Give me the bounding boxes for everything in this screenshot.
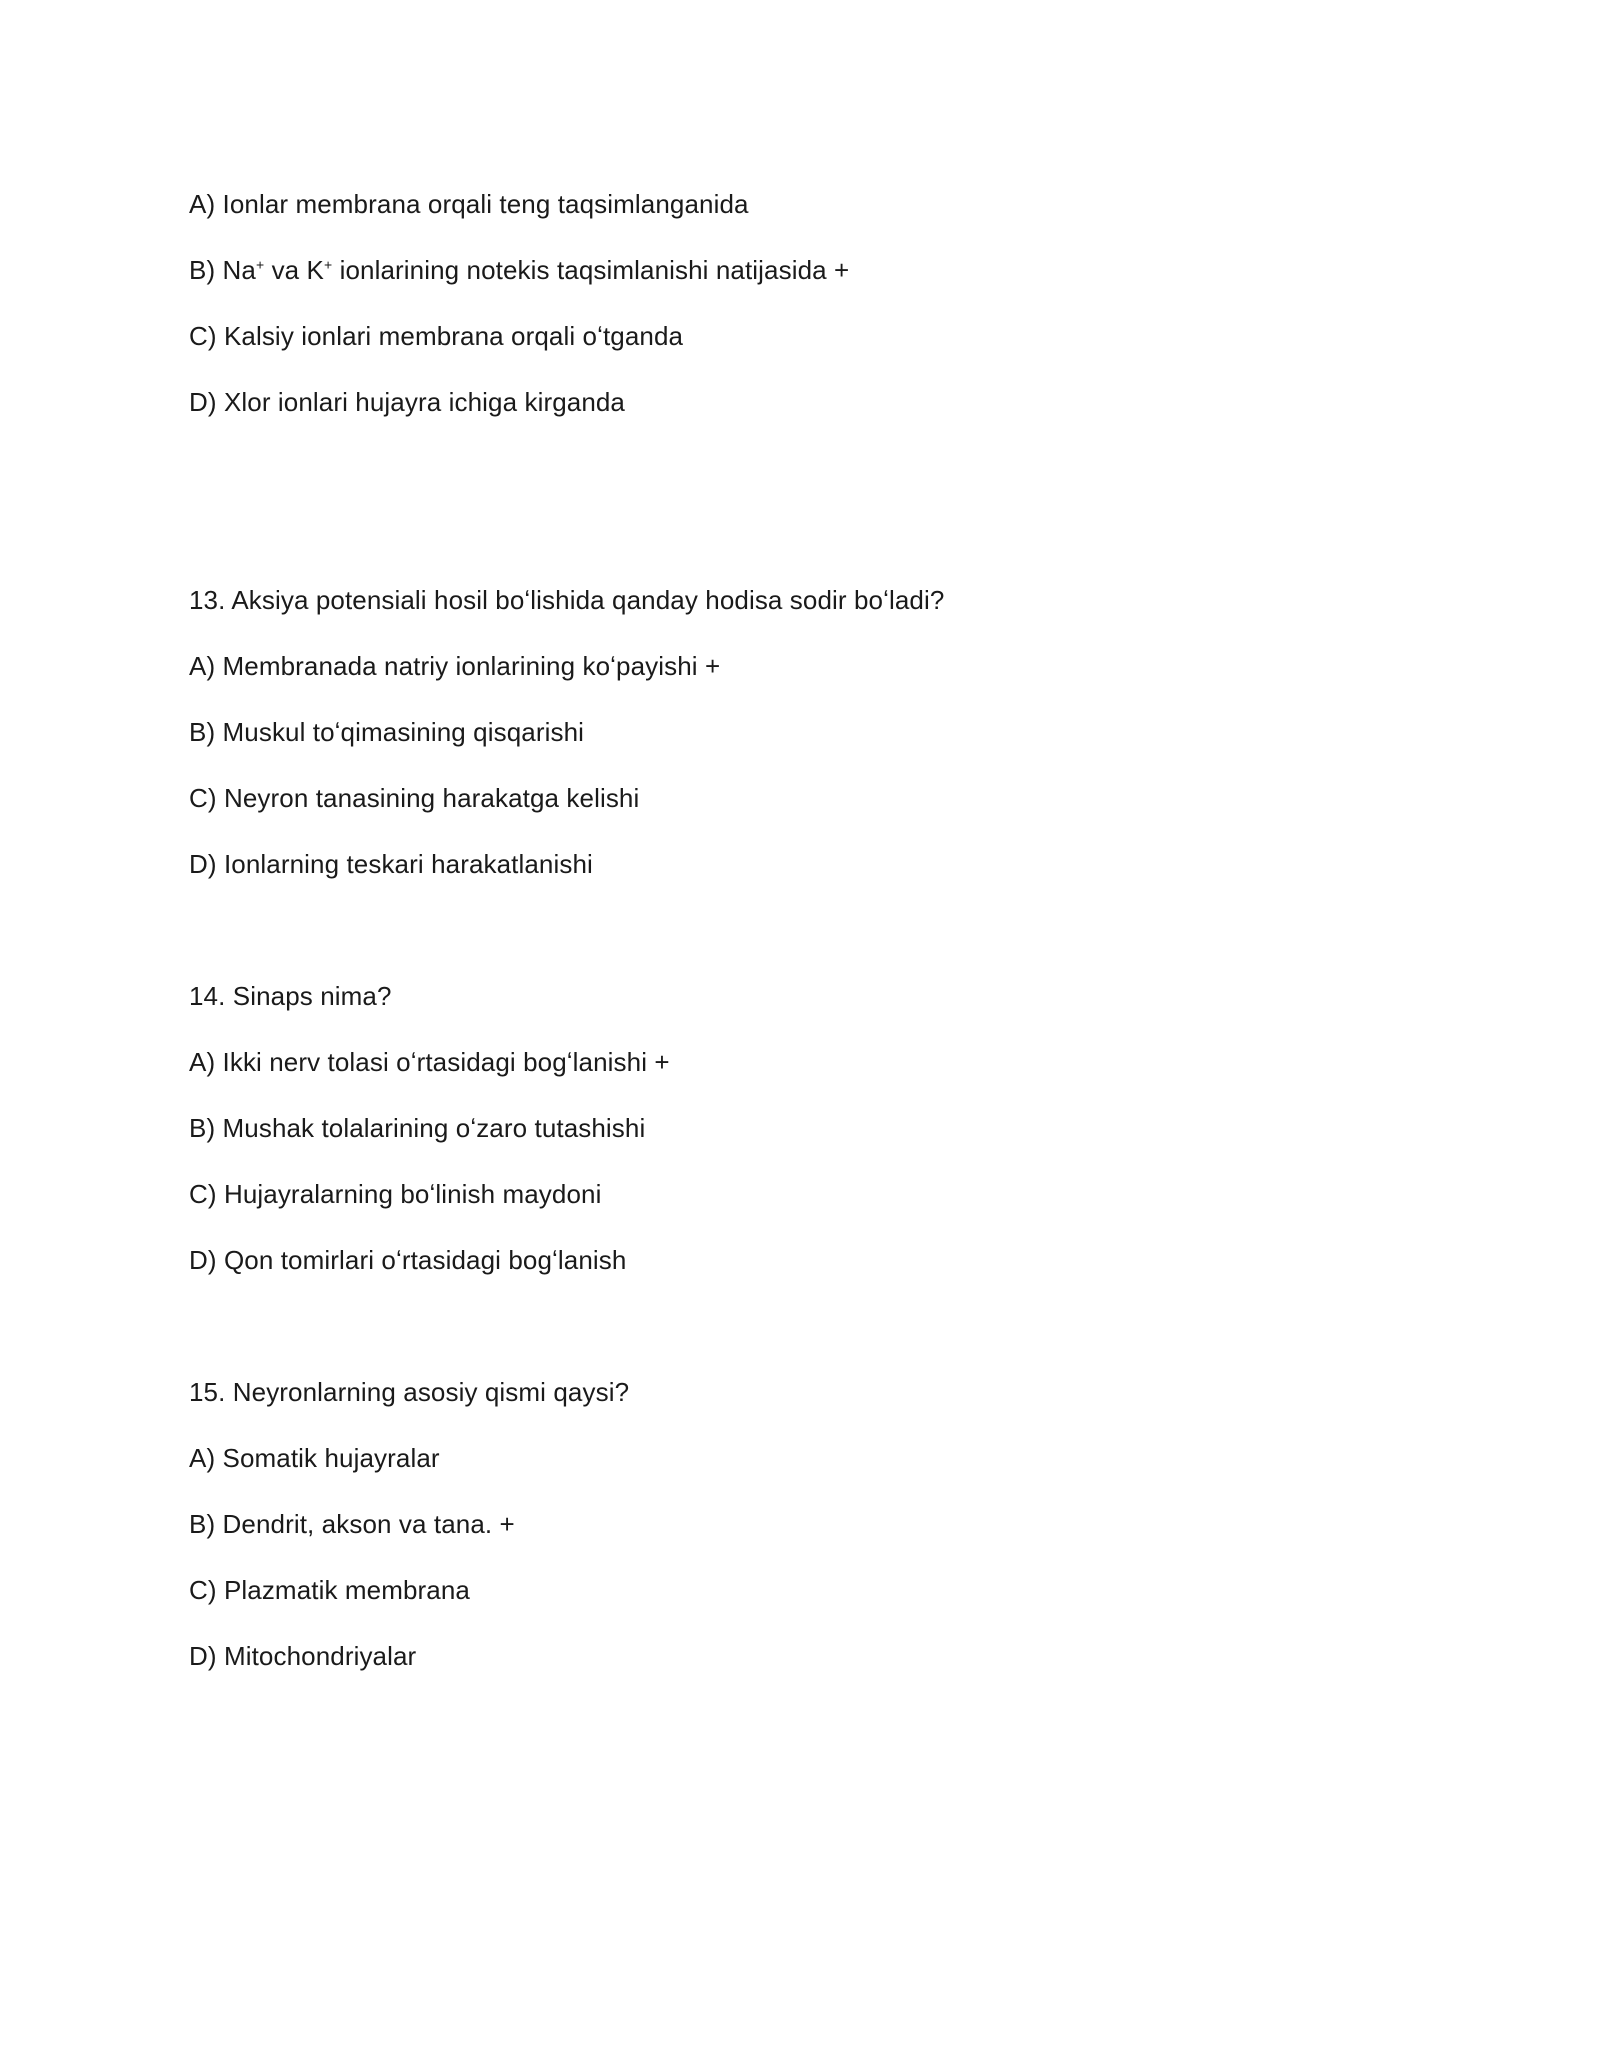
q14-option-a: A) Ikki nerv tolasi oʻrtasidagi bogʻlanishi + — [189, 1047, 670, 1077]
q15-option-a: A) Somatik hujayralar — [189, 1443, 440, 1473]
q13-option-d: D) Ionlarning teskari harakatlanishi — [189, 849, 593, 879]
q13-option-b: B) Muskul toʻqimasining qisqarishi — [189, 717, 584, 747]
q14-option-d: D) Qon tomirlari oʻrtasidagi bogʻlanish — [189, 1245, 627, 1275]
sodium-charge: + — [255, 256, 265, 273]
q12-option-b — [189, 254, 849, 286]
q15-option-c: C) Plazmatik membrana — [189, 1575, 470, 1605]
q12-option-c: C) Kalsiy ionlari membrana orqali oʻtganda — [189, 321, 684, 351]
q15-option-b: B) Dendrit, akson va tana. + — [189, 1509, 515, 1539]
potassium-charge: + — [324, 256, 333, 273]
q12-option-b-part: va K — [264, 255, 324, 285]
q14-option-b: B) Mushak tolalarining oʻzaro tutashishi — [189, 1113, 646, 1143]
q14-option-c: C) Hujayralarning boʻlinish maydoni — [189, 1179, 602, 1209]
q15-option-d: D) Mitochondriyalar — [189, 1641, 417, 1671]
q13-option-c: C) Neyron tanasining harakatga kelishi — [189, 783, 640, 813]
q12-option-a: A) Ionlar membrana orqali teng taqsimlanganida — [189, 189, 749, 219]
q13-question: 13. Aksiya potensiali hosil boʻlishida qanday hodisa sodir boʻladi? — [189, 585, 945, 615]
q12-option-b-part: B) Na — [189, 255, 256, 285]
q15-question: 15. Neyronlarning asosiy qismi qaysi? — [189, 1377, 630, 1407]
q12-option-d: D) Xlor ionlari hujayra ichiga kirganda — [189, 387, 625, 417]
q13-option-a: A) Membranada natriy ionlarining koʻpayishi + — [189, 651, 721, 681]
q12-option-b-part: ionlarining notekis taqsimlanishi natijasida + — [332, 255, 850, 285]
q14-question: 14. Sinaps nima? — [189, 981, 392, 1011]
